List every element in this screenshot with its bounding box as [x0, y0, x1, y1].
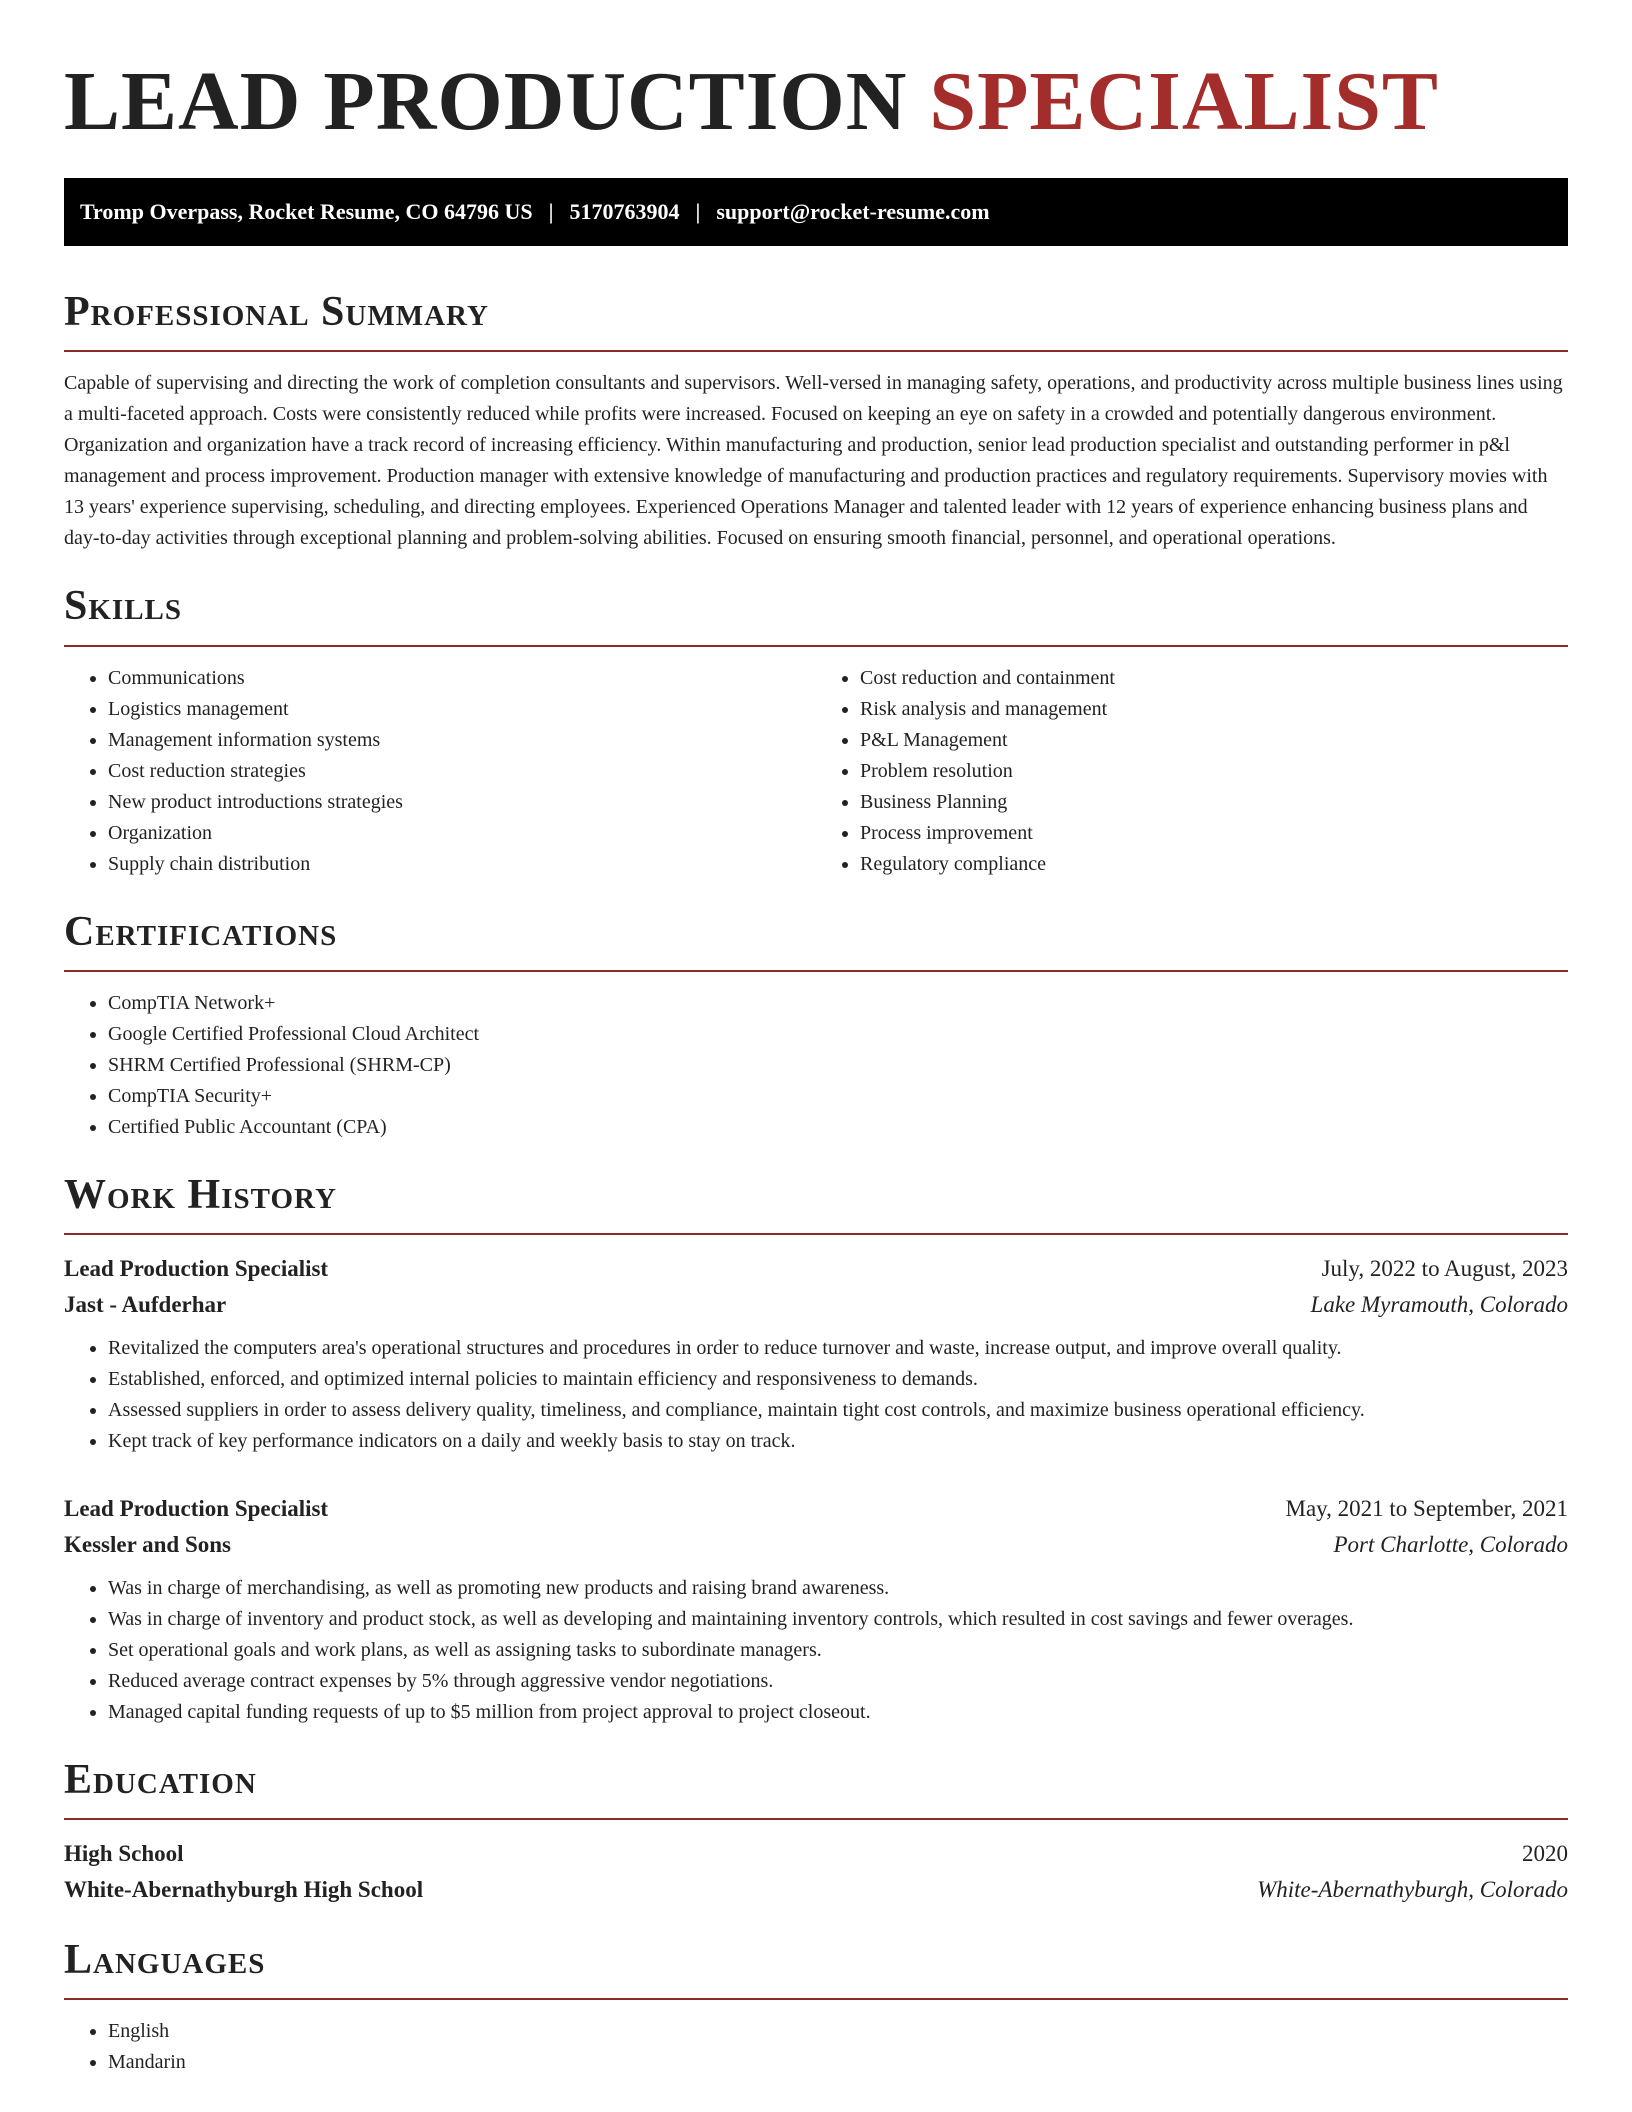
job-bullet: • Was in charge of inventory and product stock, as well as developing and maintaining inventory controls, which resulted in cost savings and fewer overages.: [108, 1604, 1568, 1635]
section-divider: [64, 1998, 1568, 2000]
contact-separator: |: [695, 199, 701, 225]
certification-item: • SHRM Certified Professional (SHRM-CP): [108, 1050, 1568, 1081]
job-location: Port Charlotte, Colorado: [1333, 1531, 1568, 1557]
job-company-row: [64, 1527, 1568, 1563]
section-divider: [64, 1233, 1568, 1235]
skill-item: • Logistics management: [108, 694, 816, 725]
skills-section: [64, 584, 1568, 879]
job-bullet: • Kept track of key performance indicators on a daily and weekly basis to stay on track.: [108, 1426, 1568, 1457]
summary-text: Capable of supervising and directing the work of completion consultants and supervisors. Well-versed in managing safety, operations, and productivity across multiple business lines using a multi-faceted approach. Costs were consistently reduced while profits were increased. Focused on keeping an eye on safety in a crowded and potentially dangerous environment. Organization and organization have a track record of increasing efficiency. Within manufacturing and production, senior lead production specialist and outstanding performer in p&l management and process improvement. Production manager with extensive knowledge of manufacturing and production practices and regulatory requirements. Supervisory movies with 13 years' experience supervising, scheduling, and directing employees. Experienced Operations Manager and talented leader with 12 years of experience enhancing business plans and day-to-day activities through exceptional planning and problem-solving abilities. Focused on ensuring smooth financial, personnel, and operational operations.: [64, 372, 1563, 550]
education-degree-row: [64, 1836, 1568, 1872]
skill-item: • Supply chain distribution: [108, 849, 816, 880]
certification-item: • Google Certified Professional Cloud Architect: [108, 1019, 1568, 1050]
certifications-section: [64, 910, 1568, 1143]
job-header-row: [64, 1491, 1568, 1527]
work-history-heading: Work History: [64, 1171, 337, 1218]
skill-item: • Organization: [108, 818, 816, 849]
skills-grid: [64, 663, 1568, 880]
resume-name: [64, 0, 1568, 148]
job-bullet: • Managed capital funding requests of up to $5 million from project approval to project closeout.: [108, 1697, 1568, 1728]
summary-section: [64, 290, 1568, 554]
section-divider: [64, 970, 1568, 972]
job-bullet: • Assessed suppliers in order to assess delivery quality, timeliness, and compliance, maintain tight cost controls, and maximize business operational efficiency.: [108, 1395, 1568, 1426]
job-header-row: [64, 1251, 1568, 1287]
contact-address: Tromp Overpass, Rocket Resume, CO 64796 US: [80, 199, 533, 225]
contact-phone: 5170763904: [569, 199, 680, 225]
job-bullets: [64, 1333, 1568, 1457]
certifications-heading: Certifications: [64, 908, 338, 955]
languages-heading: Languages: [64, 1936, 266, 1983]
summary-heading: Professional Summary: [64, 289, 489, 336]
job-dates: May, 2021 to September, 2021: [1285, 1495, 1568, 1521]
education-section: [64, 1758, 1568, 1908]
contact-bar: [64, 178, 1568, 246]
education-heading: Education: [64, 1756, 257, 1803]
education-location: White-Abernathyburgh, Colorado: [1257, 1876, 1568, 1902]
certifications-list: [64, 988, 1568, 1143]
skill-item: • Regulatory compliance: [860, 849, 1568, 880]
section-divider: [64, 645, 1568, 647]
name-part-1: LEAD PRODUCTION: [64, 55, 908, 148]
education-school-row: [64, 1872, 1568, 1908]
contact-email: support@rocket-resume.com: [716, 199, 990, 225]
job-dates: July, 2022 to August, 2023: [1321, 1255, 1568, 1281]
language-item: • Mandarin: [108, 2047, 1568, 2078]
skill-item: • Risk analysis and management: [860, 694, 1568, 725]
education-degree: High School: [64, 1840, 184, 1866]
section-divider: [64, 350, 1568, 352]
skills-list-right: [816, 663, 1568, 880]
skill-item: • Management information systems: [108, 725, 816, 756]
languages-list: [64, 2016, 1568, 2078]
skill-item: • Communications: [108, 663, 816, 694]
job-bullet: • Set operational goals and work plans, as well as assigning tasks to subordinate managers.: [108, 1635, 1568, 1666]
job-company-row: [64, 1287, 1568, 1323]
job-bullets: [64, 1573, 1568, 1728]
skills-list-left: [64, 663, 816, 880]
job-location: Lake Myramouth, Colorado: [1310, 1291, 1568, 1317]
job-entry: [64, 1251, 1568, 1457]
skill-item: • Business Planning: [860, 787, 1568, 818]
language-item: • English: [108, 2016, 1568, 2047]
education-year: 2020: [1522, 1840, 1568, 1866]
skill-item: • New product introductions strategies: [108, 787, 816, 818]
job-position: Lead Production Specialist: [64, 1495, 329, 1521]
skill-item: • Cost reduction and containment: [860, 663, 1568, 694]
skill-item: • Problem resolution: [860, 756, 1568, 787]
education-school: White-Abernathyburgh High School: [64, 1876, 424, 1902]
job-entry: [64, 1491, 1568, 1728]
job-bullet: • Established, enforced, and optimized internal policies to maintain efficiency and responsiveness to demands.: [108, 1364, 1568, 1395]
job-company: Kessler and Sons: [64, 1531, 232, 1557]
name-part-2: SPECIALIST: [929, 55, 1439, 148]
job-company: Jast - Aufderhar: [64, 1291, 227, 1317]
job-position: Lead Production Specialist: [64, 1255, 329, 1281]
certification-item: • CompTIA Network+: [108, 988, 1568, 1019]
skill-item: • P&L Management: [860, 725, 1568, 756]
section-divider: [64, 1818, 1568, 1820]
languages-section: [64, 1938, 1568, 2078]
skill-item: • Process improvement: [860, 818, 1568, 849]
work-history-section: [64, 1173, 1568, 1728]
skill-item: • Cost reduction strategies: [108, 756, 816, 787]
certification-item: • CompTIA Security+: [108, 1081, 1568, 1112]
job-bullet: • Revitalized the computers area's operational structures and procedures in order to reduce turnover and waste, increase output, and improve overall quality.: [108, 1333, 1568, 1364]
certification-item: • Certified Public Accountant (CPA): [108, 1112, 1568, 1143]
skills-heading: Skills: [64, 583, 183, 630]
contact-separator: |: [548, 199, 554, 225]
job-bullet: • Reduced average contract expenses by 5% through aggressive vendor negotiations.: [108, 1666, 1568, 1697]
job-bullet: • Was in charge of merchandising, as well as promoting new products and raising brand awareness.: [108, 1573, 1568, 1604]
